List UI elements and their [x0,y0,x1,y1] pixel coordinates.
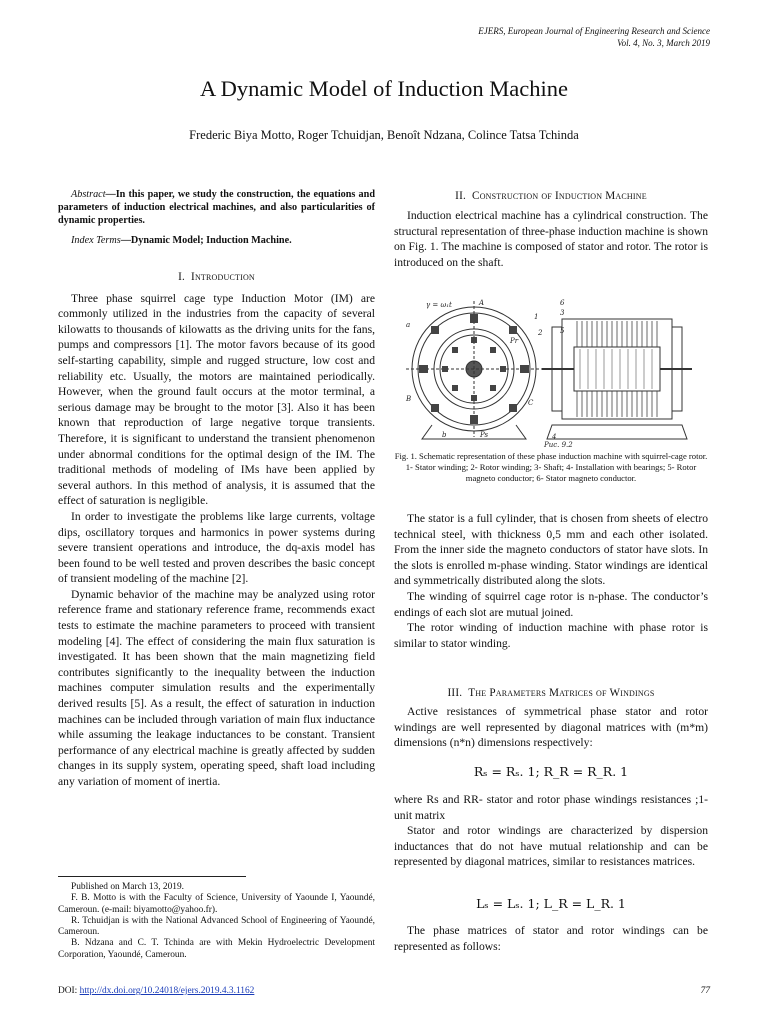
rotor-winding-paragraph: The winding of squirrel cage rotor is n-phase. The conductor’s endings of each slot are mutual joined. [394,589,708,619]
abstract-text: —In this paper, we study the construction, the equations and parameters of induction electrical machines, and also particularities of dynamic properties. [58,189,375,226]
figure-label: C [528,399,534,407]
resistance-intro: Active resistances of symmetrical phase stator and rotor windings are well represented by diagonal matrices with (m*m) dimensions (n*n) dimensions respectively: [394,705,708,750]
index-terms-label: Index Terms [71,235,121,246]
section-number: II. [455,190,467,202]
intro-paragraph-3: Dynamic behavior of the machine may be analyzed using rotor reference frame and stationary reference frame, recommends exact tests to estimate the machine parameters to proceed with transient modeling [4]. The effect of considering the main flux saturation is investigated. It has been shown that the main magnetizing field contributes significantly to the inequality between the induction machines computer simulation results and the experimentally derived results [5]. As a result, the effect of saturation in induction machines can be included through variation of main flux inductance while assuming the leakage inductances to be constant. Transient performance of any electrical machine is greatly affected by sudden changes in its supply system, operating speed, shaft load including any variation of moment of inertia. [58,587,375,788]
section-heading-parameters [394,687,708,699]
stator-paragraph: The stator is a full cylinder, that is chosen from sheets of electro technical steel, with thickness 0,5 mm and each other isolated. From the inner side the magneto conductors of stator have slots. In the slots is enrolled m-phase winding. Stator windings are identical and symmetrically distributed along the slots. [394,512,708,588]
intro-paragraph-1: Three phase squirrel cage type Induction Motor (IM) are commonly utilized in the industries from the capacity of several kilowatts to thousands of kilowatts as the driving units for the fans, pumps and compressors [1]. The motor favors because of its good self-starting capability, simple and rugged structure, low cost and reliability etc. Usually, the motors are maintained periodically. However, when the ground fault occurs at the motor terminal, a serious damage may be brought to the motor [3]. Also it has been known that reproduction of large negative torque transients. Therefore, it is significant to understand the transient phenomenon under abnormal conditions for the optimal design of the IM. The traditional methods of modeling of IMs have been applied by several authors. In this method of analysis, it is assumed that the effect of saturation is negligible. [58,291,375,508]
section-heading-construction [394,190,708,202]
construction-body [394,511,708,651]
index-terms [58,234,375,247]
construction-paragraph: Induction electrical machine has a cylindrical construction. The structural representation of three-phase induction machine is shown on Fig. 1. The machine is composed of stator and rotor. The rotor is introduced on the shaft. [394,209,708,269]
journal-name: EJERS, European Journal of Engineering Research and Science [478,26,710,36]
phase-rotor-paragraph: The rotor winding of induction machine with phase rotor is similar to stator winding. [394,621,708,650]
index-terms-text: —Dynamic Model; Induction Machine. [120,235,292,246]
machine-schematic-image [402,297,692,447]
figure-label: b [442,431,447,439]
footnote-motto: F. B. Motto is with the Faculty of Science, University of Yaounde I, Yaoundé, Cameroun. (e-mail: biyamotto@yahoo.fr). [58,893,375,915]
section-title: The Parameters Matrices of Windings [468,687,655,699]
parameters-closing [394,923,708,954]
footer-doi [58,986,708,996]
footnote-published: Published on March 13, 2019. [71,882,185,892]
figure-label: a [406,321,411,329]
figure-label: 2 [538,329,543,337]
parameters-paragraph-1 [394,704,708,751]
figure-label: 4 [552,433,557,441]
figure-label: A [479,299,485,307]
section-heading-introduction [58,270,375,286]
inductance-paragraph: Stator and rotor windings are characterized by dispersion inductances that do not have mutual relationship and can be represented by diagonal matrices, similar to resistances matrices. [394,824,708,869]
construction-intro [394,208,708,270]
footnotes [58,882,375,961]
figure-label: 3 [560,309,565,317]
footnote-ndzana-tchinda: B. Ndzana and C. T. Tchinda are with Mekin Hydroelectric Development Corporation, Yaoundé, Cameroun. [58,938,375,960]
footnote-tchuidjan: R. Tchuidjan is with the National Advanced School of Engineering of Yaoundé, Cameroun. [58,915,375,938]
section-number: III. [447,687,463,699]
figure-label: 5 [560,327,565,335]
figure-caption: Fig. 1. Schematic representation of these phase induction machine with squirrel-cage rotor. 1- Stator winding; 2- Rotor winding; 3- Shaft; 4- Installation with bearings; 5- Rotor magneto conductor; 6- Stator magneto conductor. [394,451,708,483]
footnote-rule [58,876,246,877]
paper-title: A Dynamic Model of Induction Machine [199,76,569,101]
figure-label: 6 [560,299,565,307]
parameters-body [394,792,708,870]
figure-label: 1 [534,313,539,321]
section-title: Construction of Induction Machine [472,190,647,202]
phase-matrices-paragraph: The phase matrices of stator and rotor windings can be represented as follows: [394,924,708,953]
figure-label: γ = ω₁t [426,301,452,309]
author-list: Frederic Biya Motto, Roger Tchuidjan, Benoît Ndzana, Colince Tatsa Tchinda [189,128,579,142]
journal-volume: Vol. 4, No. 3, March 2019 [617,38,710,48]
figure-label: Рис. 9.2 [544,441,573,447]
intro-paragraph-2: In order to investigate the problems like large currents, voltage dips, oscillatory torques and harmonics in power systems during severe transient operations and introduce, the dq-axis model has been found to be well tested and proven describes the basic concept of transient modeling of the machine [2]. [58,509,375,586]
where-clause: where Rs and RR- stator and rotor phase windings resistances ;1-unit matrix [394,793,708,822]
figure-induction-machine [402,297,692,447]
figure-label: B [406,395,412,403]
equation-resistance: Rₛ = Rₛ. 1; R_R = R_R. 1 [473,764,629,779]
page-number: 77 [700,986,710,996]
figure-label: Ps [480,431,489,439]
section-number: I. [178,271,186,283]
equation-inductance: Lₛ = Lₛ. 1; L_R = L_R. 1 [476,896,626,911]
section-title: Introduction [191,271,255,283]
abstract [58,188,375,227]
running-header [478,25,710,49]
abstract-label: Abstract [71,189,106,200]
left-column [58,188,375,790]
figure-label: Pr [510,337,519,345]
doi-label: DOI: [58,986,80,996]
doi-link[interactable]: http://dx.doi.org/10.24018/ejers.2019.4.3.1162 [79,986,255,996]
